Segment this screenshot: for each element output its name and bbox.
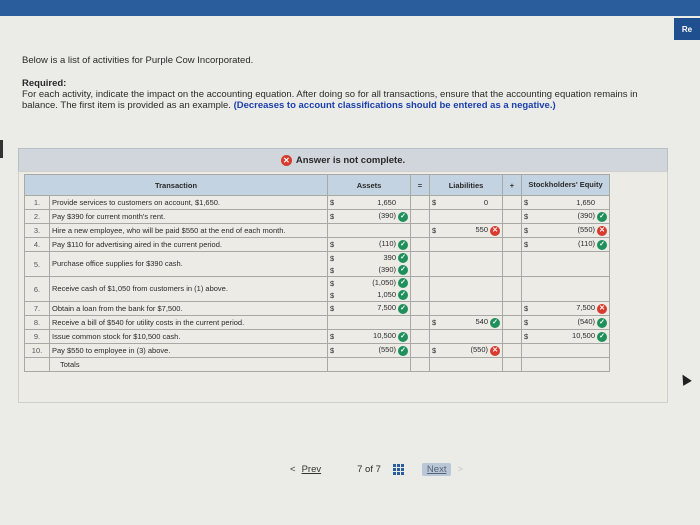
currency-symbol: $ <box>524 212 529 221</box>
plus-sign: + <box>503 175 522 196</box>
x-circle-icon: ✕ <box>490 226 500 236</box>
table-row <box>25 238 610 252</box>
equity-cell[interactable] <box>522 302 610 316</box>
next-button[interactable]: Next <box>422 463 452 476</box>
liabilities-cell[interactable] <box>430 302 503 316</box>
row-number: 8. <box>25 316 50 330</box>
col-header-liabilities: Liabilities <box>430 175 503 196</box>
liabilities-cell[interactable] <box>430 277 503 302</box>
check-icon: ✓ <box>490 318 500 328</box>
left-edge-marker <box>0 140 3 158</box>
amount-value[interactable]: (550) <box>470 345 488 355</box>
amount-value[interactable]: 0 <box>483 198 488 207</box>
transaction-description: Provide services to customers on account, $1,650. <box>50 196 328 210</box>
currency-symbol: $ <box>330 290 335 300</box>
prev-label: Prev <box>301 464 322 475</box>
equals-spacer <box>411 277 430 302</box>
equity-cell[interactable] <box>522 277 610 302</box>
transaction-description: Pay $550 to employee in (3) above. <box>50 344 328 358</box>
equals-spacer <box>411 316 430 330</box>
transaction-description: Receive cash of $1,050 from customers in (1) above. <box>50 277 328 302</box>
currency-symbol: $ <box>524 318 529 327</box>
table-row <box>25 316 610 330</box>
equity-cell[interactable] <box>522 196 610 210</box>
currency-symbol: $ <box>330 346 335 355</box>
check-icon: ✓ <box>597 332 607 342</box>
row-number: 4. <box>25 238 50 252</box>
totals-cell <box>503 358 522 372</box>
equals-spacer <box>411 252 430 277</box>
answer-status-text: Answer is not complete. <box>295 154 406 166</box>
currency-symbol: $ <box>330 212 335 221</box>
table-row <box>25 210 610 224</box>
totals-num-spacer <box>25 358 50 372</box>
currency-symbol: $ <box>432 318 437 327</box>
col-header-assets: Assets <box>328 175 411 196</box>
equals-spacer <box>411 210 430 224</box>
re-button[interactable]: Re <box>674 18 700 40</box>
currency-symbol: $ <box>432 346 437 355</box>
equals-spacer <box>411 224 430 238</box>
check-icon: ✓ <box>398 265 408 275</box>
liabilities-cell[interactable] <box>430 330 503 344</box>
currency-symbol: $ <box>330 240 335 249</box>
row-number: 1. <box>25 196 50 210</box>
page-total: 7 <box>375 464 381 475</box>
x-circle-icon: ✕ <box>597 304 607 314</box>
check-icon: ✓ <box>597 318 607 328</box>
amount-value[interactable]: 540 <box>475 317 488 327</box>
equity-cell[interactable] <box>522 316 610 330</box>
liabilities-cell[interactable] <box>430 238 503 252</box>
check-icon: ✓ <box>398 304 408 314</box>
currency-symbol: $ <box>330 278 335 288</box>
chevron-right-icon: > <box>457 464 464 475</box>
row-number: 3. <box>25 224 50 238</box>
totals-cell <box>522 358 610 372</box>
check-icon: ✓ <box>398 240 408 250</box>
table-row <box>25 252 610 277</box>
plus-spacer <box>503 196 522 210</box>
row-number: 9. <box>25 330 50 344</box>
amount-value[interactable]: (550) <box>577 225 595 235</box>
check-icon: ✓ <box>597 212 607 222</box>
equals-spacer <box>411 238 430 252</box>
equals-spacer <box>411 344 430 358</box>
equity-cell[interactable] <box>522 210 610 224</box>
currency-symbol: $ <box>524 332 529 341</box>
currency-symbol: $ <box>432 226 437 235</box>
check-icon: ✓ <box>398 278 408 288</box>
chevron-left-icon: < <box>290 464 296 475</box>
assets-cell[interactable] <box>328 210 411 224</box>
accounting-equation-table <box>24 174 610 372</box>
currency-symbol: $ <box>524 240 529 249</box>
plus-spacer <box>503 210 522 224</box>
check-icon: ✓ <box>597 240 607 250</box>
equals-sign: = <box>411 175 430 196</box>
amount-value[interactable]: (390) <box>577 211 595 221</box>
table-row <box>25 344 610 358</box>
plus-spacer <box>503 224 522 238</box>
col-header-transaction: Transaction <box>25 175 328 196</box>
liabilities-cell[interactable] <box>430 316 503 330</box>
liabilities-cell[interactable] <box>430 196 503 210</box>
row-number: 5. <box>25 252 50 277</box>
amount-value[interactable]: (1,050) <box>372 277 396 287</box>
required-note: (Decreases to account classifications should be entered as a negative.) <box>233 100 556 111</box>
equals-spacer <box>411 330 430 344</box>
assets-cell[interactable] <box>328 224 411 238</box>
transaction-description: Pay $110 for advertising aired in the current period. <box>50 238 328 252</box>
amount-value[interactable]: (390) <box>378 264 396 274</box>
equity-cell[interactable] <box>522 224 610 238</box>
table-row <box>25 196 610 210</box>
pagination <box>290 463 463 476</box>
transaction-description: Obtain a loan from the bank for $7,500. <box>50 302 328 316</box>
currency-symbol: $ <box>330 265 335 275</box>
equity-cell[interactable] <box>522 252 610 277</box>
assets-cell[interactable] <box>328 196 411 210</box>
equals-spacer <box>411 196 430 210</box>
currency-symbol: $ <box>330 253 335 263</box>
assets-cell[interactable] <box>328 330 411 344</box>
check-icon: ✓ <box>398 332 408 342</box>
assets-cell[interactable] <box>328 238 411 252</box>
liabilities-cell[interactable] <box>430 344 503 358</box>
answer-status-bar <box>18 148 668 172</box>
x-circle-icon: ✕ <box>597 226 607 236</box>
amount-value[interactable]: 10,500 <box>572 331 595 341</box>
assets-cell[interactable] <box>328 344 411 358</box>
amount-value[interactable]: 1,050 <box>377 289 396 299</box>
page-indicator <box>357 464 381 475</box>
totals-cell <box>430 358 503 372</box>
amount-value[interactable]: (540) <box>577 317 595 327</box>
amount-value[interactable]: 1,650 <box>576 198 595 207</box>
transaction-description: Pay $390 for current month's rent. <box>50 210 328 224</box>
assets-cell[interactable] <box>328 302 411 316</box>
currency-symbol: $ <box>330 332 335 341</box>
equity-cell[interactable] <box>522 330 610 344</box>
required-text: For each activity, indicate the impact on the accounting equation. After doing so for all transactions, ensure that the accounting equation remains in balance. The first item is provided as an example. <box>22 89 638 111</box>
equity-cell[interactable] <box>522 238 610 252</box>
liabilities-cell[interactable] <box>430 210 503 224</box>
amount-value[interactable]: (110) <box>379 239 396 249</box>
check-icon: ✓ <box>398 290 408 300</box>
amount-value[interactable]: 10,500 <box>373 331 396 341</box>
amount-value[interactable]: 7,500 <box>576 303 595 313</box>
assets-cell[interactable] <box>328 252 411 277</box>
currency-symbol: $ <box>432 198 437 207</box>
plus-spacer <box>503 302 522 316</box>
check-icon: ✓ <box>398 346 408 356</box>
plus-spacer <box>503 277 522 302</box>
currency-symbol: $ <box>330 304 335 313</box>
totals-row <box>25 358 610 372</box>
col-header-equity: Stockholders' Equity <box>522 175 610 196</box>
row-number: 2. <box>25 210 50 224</box>
plus-spacer <box>503 316 522 330</box>
plus-spacer <box>503 238 522 252</box>
table-row <box>25 302 610 316</box>
prev-button[interactable] <box>290 464 321 475</box>
totals-cell <box>328 358 411 372</box>
transaction-description: Purchase office supplies for $390 cash. <box>50 252 328 277</box>
assets-cell[interactable] <box>328 277 411 302</box>
x-circle-icon: ✕ <box>281 155 292 166</box>
table-row <box>25 277 610 302</box>
row-number: 10. <box>25 344 50 358</box>
totals-cell <box>411 358 430 372</box>
instructions <box>22 55 672 111</box>
top-bar <box>0 0 700 16</box>
liabilities-cell[interactable] <box>430 224 503 238</box>
amount-value[interactable]: 7,500 <box>377 303 396 313</box>
currency-symbol: $ <box>330 198 335 207</box>
grid-icon[interactable] <box>393 464 404 475</box>
currency-symbol: $ <box>524 304 529 313</box>
cursor-pointer-icon <box>678 372 692 386</box>
page-current: 7 <box>357 464 363 475</box>
currency-symbol: $ <box>524 226 529 235</box>
check-icon: ✓ <box>398 212 408 222</box>
required-label: Required: <box>22 78 67 89</box>
liabilities-cell[interactable] <box>430 252 503 277</box>
totals-label: Totals <box>50 358 328 372</box>
amount-value[interactable]: 1,650 <box>377 198 396 207</box>
amount-value[interactable]: 550 <box>475 225 488 235</box>
assets-cell[interactable] <box>328 316 411 330</box>
amount-value[interactable]: 390 <box>383 252 396 262</box>
transaction-description: Issue common stock for $10,500 cash. <box>50 330 328 344</box>
amount-value[interactable]: (550) <box>378 345 396 355</box>
transaction-description: Receive a bill of $540 for utility costs in the current period. <box>50 316 328 330</box>
intro-line: Below is a list of activities for Purple Cow Incorporated. <box>22 55 254 66</box>
amount-value[interactable]: (110) <box>578 239 595 249</box>
equity-cell[interactable] <box>522 344 610 358</box>
amount-value[interactable]: (390) <box>378 211 396 221</box>
row-number: 6. <box>25 277 50 302</box>
plus-spacer <box>503 252 522 277</box>
equals-spacer <box>411 302 430 316</box>
transaction-description: Hire a new employee, who will be paid $550 at the end of each month. <box>50 224 328 238</box>
check-icon: ✓ <box>398 253 408 263</box>
table-row <box>25 224 610 238</box>
x-circle-icon: ✕ <box>490 346 500 356</box>
currency-symbol: $ <box>524 198 529 207</box>
plus-spacer <box>503 330 522 344</box>
row-number: 7. <box>25 302 50 316</box>
table-row <box>25 330 610 344</box>
plus-spacer <box>503 344 522 358</box>
page-of: of <box>365 464 373 475</box>
